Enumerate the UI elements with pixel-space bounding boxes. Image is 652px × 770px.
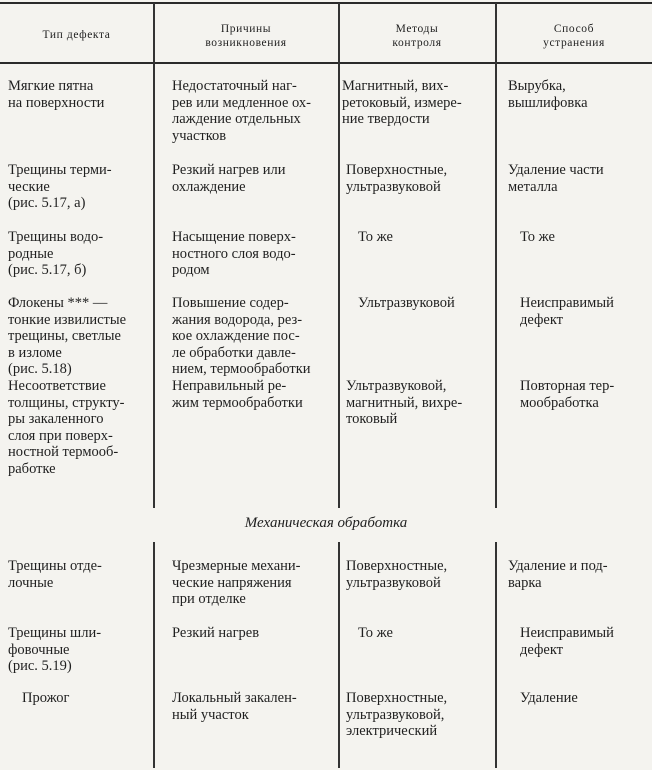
header-bottom-rule	[0, 62, 652, 64]
table-cell: Прожог	[22, 690, 70, 706]
column-divider	[338, 542, 340, 768]
column-divider	[153, 63, 155, 508]
table-cell: Магнитный, вих- ретоковый, измере- ние твердости	[342, 78, 462, 128]
header-defect-type: Тип дефекта	[42, 29, 111, 41]
table-cell: Поверхностные, ультразвуковой	[346, 162, 448, 195]
table-cell: Поверхностные, ультразвуковой, электрический	[346, 690, 448, 740]
table-cell: Несоответствие толщины, структу- ры закаленного слоя при поверх- ностной термооб- работке	[8, 378, 125, 477]
table-cell: Трещины водо- родные (рис. 5.17, б)	[8, 229, 104, 279]
table-top-rule	[0, 2, 652, 4]
header-remedy: Способ устранения	[543, 23, 605, 49]
table-cell: Удаление	[520, 690, 578, 706]
table-cell: Флокены *** — тонкие извилистые трещины, светлые в изломе (рис. 5.18)	[8, 295, 127, 378]
table-cell: Ультразвуковой	[358, 295, 455, 311]
table-cell: Резкий нагрев или охлаждение	[172, 162, 286, 195]
table-cell: Повышение содер- жания водорода, рез- кое охлаждение пос- ле обработки давле- нием, термообработки	[172, 295, 311, 378]
table-cell: Локальный закален- ный участок	[172, 690, 297, 723]
table-cell: Вырубка, вышлифовка	[508, 78, 588, 111]
table-cell: Трещины шли- фовочные (рис. 5.19)	[8, 625, 102, 675]
column-divider	[338, 63, 340, 508]
table-cell: Удаление части металла	[508, 162, 604, 195]
table-cell: Трещины отде- лочные	[8, 558, 102, 591]
header-causes: Причины возникновения	[205, 23, 287, 49]
table-cell: Трещины терми- ческие (рис. 5.17, а)	[8, 162, 112, 212]
table-cell: То же	[358, 229, 393, 245]
table-cell: Резкий нагрев	[172, 625, 260, 641]
section-title: Механическая обработка	[244, 515, 408, 531]
table-cell: Неисправимый дефект	[520, 625, 614, 658]
table-cell: То же	[520, 229, 555, 245]
table-cell: Повторная тер- мообработка	[520, 378, 615, 411]
column-divider	[153, 542, 155, 768]
table-cell: Насыщение поверх- ностного слоя водо- родом	[172, 229, 296, 279]
column-divider	[495, 63, 497, 508]
table-cell: Неправильный ре- жим термообработки	[172, 378, 303, 411]
table-cell: Ультразвуковой, магнитный, вихре- токовый	[346, 378, 463, 428]
table-cell: Поверхностные, ультразвуковой	[346, 558, 448, 591]
table-cell: Мягкие пятна на поверхности	[8, 78, 105, 111]
table-cell: Удаление и под- варка	[508, 558, 608, 591]
table-cell: Чрезмерные механи- ческие напряжения при отделке	[172, 558, 301, 608]
table-cell: Недостаточный наг- рев или медленное ох- лаждение отдельных участков	[172, 78, 311, 144]
table-cell: Неисправимый дефект	[520, 295, 614, 328]
table-cell: То же	[358, 625, 393, 641]
header-control-methods: Методы контроля	[392, 23, 442, 49]
column-divider	[495, 542, 497, 768]
